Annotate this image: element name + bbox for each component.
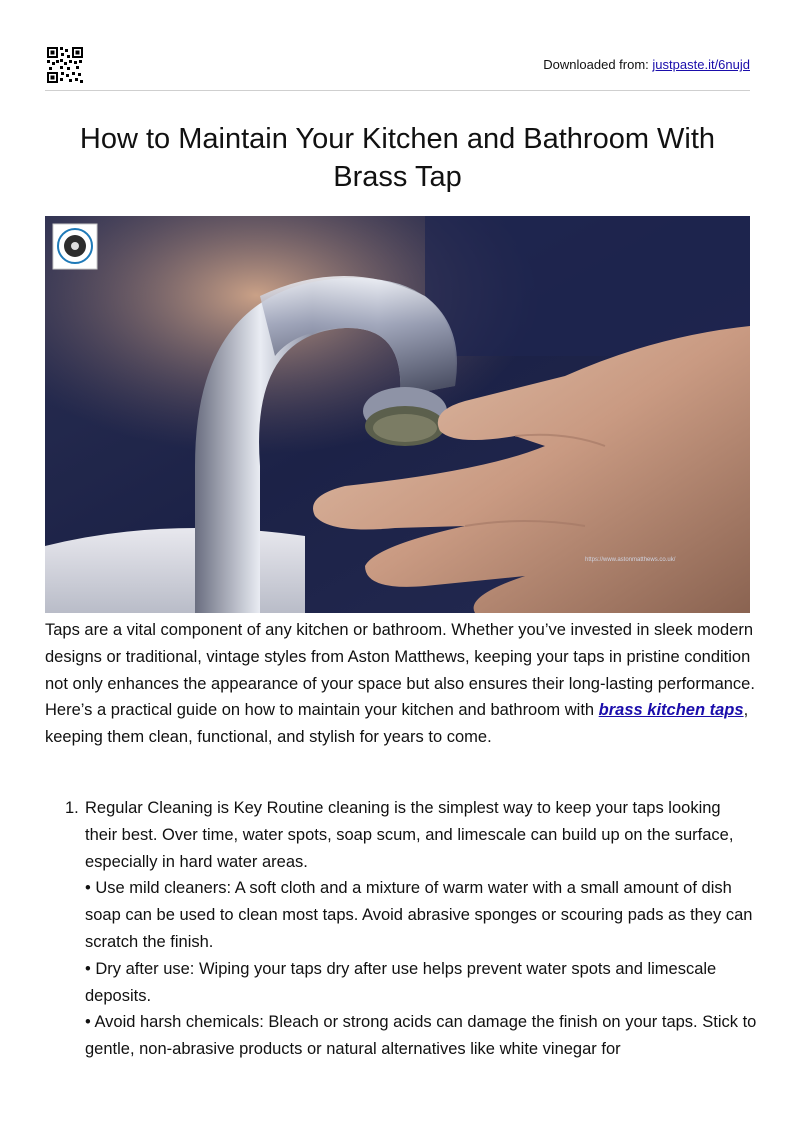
- page-title: How to Maintain Your Kitchen and Bathroom With Brass Tap: [79, 123, 716, 193]
- qr-code-icon: [47, 47, 83, 83]
- list-bullet: • Use mild cleaners: A soft cloth and a mixture of warm water with a small amount of dish soap can be used to clean most taps. Avoid abrasive sponges or scouring pads as they can scratch the finish.: [85, 879, 753, 951]
- list-bullet: • Dry after use: Wiping your taps dry after use helps prevent water spots and limescale deposits.: [85, 959, 717, 1005]
- intro-paragraph: [45, 617, 757, 751]
- page-header: [45, 45, 750, 91]
- downloaded-from: [543, 57, 750, 72]
- hero-watermark-url: https://www.astonmatthews.co.uk/: [585, 557, 676, 563]
- maintenance-list: [45, 795, 757, 1063]
- hero-image: [45, 216, 750, 613]
- source-link[interactable]: justpaste.it/6nujd: [652, 57, 750, 72]
- intro-text-after: , keeping them clean, functional, and stylish for years to come.: [45, 701, 749, 747]
- downloaded-prefix: Downloaded from:: [543, 57, 653, 72]
- list-bullet: • Avoid harsh chemicals: Bleach or strong acids can damage the finish on your taps. Stick to gentle, non-abrasive products or natural alternatives like white vinegar for: [85, 1013, 757, 1059]
- brass-kitchen-taps-link[interactable]: brass kitchen taps: [598, 701, 744, 720]
- list-item-number: 1.: [65, 799, 79, 817]
- list-item-lead: Regular Cleaning is Key Routine cleaning is the simplest way to keep your taps looking their best. Over time, water spots, soap scum, and limescale can build up on the surface, especially in hard water areas.: [85, 799, 734, 871]
- list-item: [45, 795, 757, 1063]
- intro-text-before: Taps are a vital component of any kitchen or bathroom. Whether you’ve invested in sleek modern designs or traditional, vintage styles from Aston Matthews, keeping your taps in pristine condition not only enhances the appearance of your space but also ensures their long-lasting performance. Here’s a practical guide on how to maintain your kitchen and bathroom with: [45, 621, 755, 720]
